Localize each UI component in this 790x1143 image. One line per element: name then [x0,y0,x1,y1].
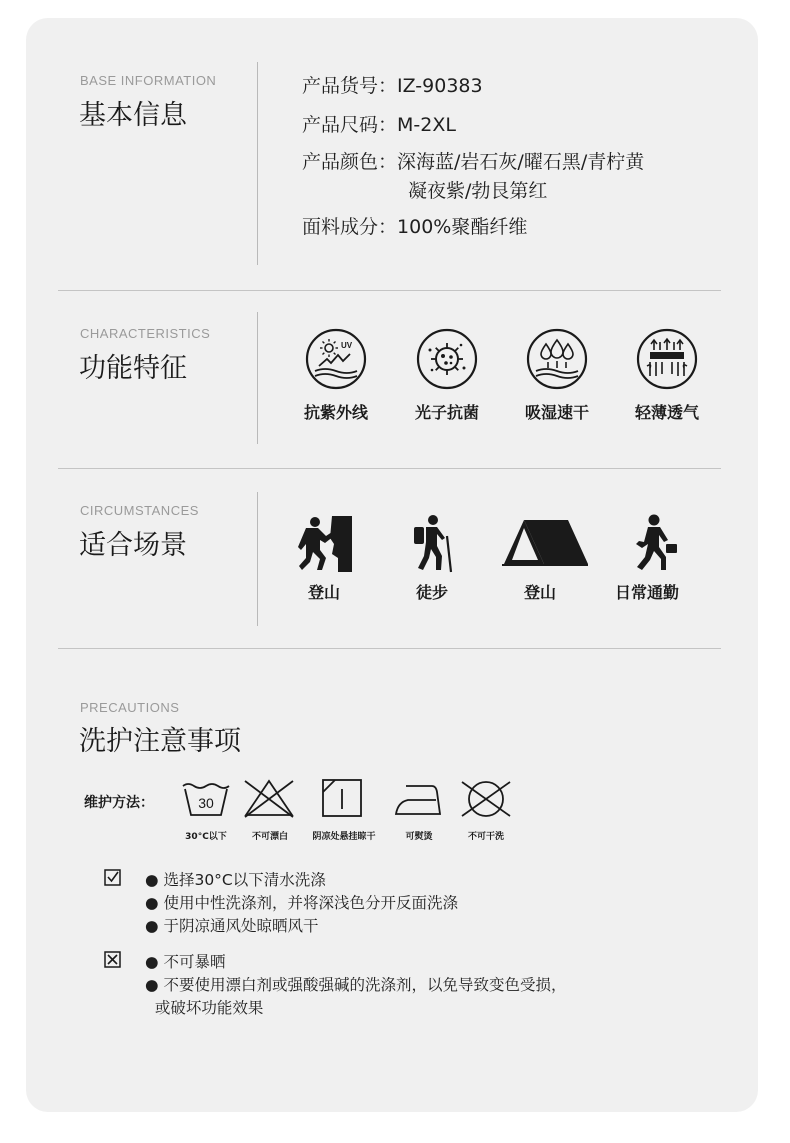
scene-label: 徒步 [415,583,448,602]
care-method-label: 维护方法： [84,795,154,811]
antibacterial-icon [416,328,478,390]
feature-label: 吸湿速干 [524,403,589,422]
circumstances-title: 适合场景 [79,530,187,561]
spec-row-color [302,147,644,174]
care-label: 不可漂白 [251,832,288,842]
spec-key: 产品尺码： [302,114,398,136]
hiking-icon [411,514,455,572]
spec-key: 产品颜色： [302,151,398,173]
divider-horizontal [58,468,721,469]
feature-label: 光子抗菌 [414,403,479,422]
spec-value-color-line2: 凝夜紫/勃艮第红 [408,180,548,202]
characteristics-en-title: CHARACTERISTICS [80,326,211,341]
camping-tent-icon [502,518,588,566]
spec-value: 深海蓝/岩石灰/曜石黑/青柠黄 [397,151,645,173]
uv-protection-icon [305,328,367,390]
care-do-item: ● 选择30°C以下清水洗涤 [145,871,326,889]
circumstances-en-title: CIRCUMSTANCES [80,503,199,518]
no-bleach-icon [242,778,296,818]
spec-value: IZ-90383 [397,75,483,97]
care-label: 可熨烫 [405,832,433,842]
care-dont-item: 或破坏功能效果 [145,999,264,1017]
spec-value: M-2XL [397,114,456,136]
spec-row-size [302,110,456,137]
no-dry-clean-icon [458,779,514,819]
feature-label: 轻薄透气 [634,403,699,422]
spec-value: 100%聚酯纤维 [397,216,528,238]
divider-vertical [257,62,258,265]
wash-temp-text: 30 [198,795,214,811]
scene-label: 日常通勤 [614,583,679,602]
commuting-icon [630,514,678,572]
wash-30-icon [182,781,230,817]
quick-dry-icon [526,328,588,390]
care-do-item: ● 于阴凉通风处晾晒风干 [145,917,319,935]
divider-horizontal [58,290,721,291]
care-label: 30°C以下 [185,832,227,842]
checkbox-checked-icon [104,869,121,886]
care-label: 阴凉处悬挂晾干 [312,832,376,842]
care-dont-item: ● 不可暴晒 [145,953,226,971]
base-info-en-title: BASE INFORMATION [80,73,217,88]
scene-label: 登山 [307,583,340,602]
care-label: 不可干洗 [467,832,504,842]
breathable-icon [636,328,698,390]
spec-key: 面料成分： [302,216,398,238]
iron-icon [394,782,442,816]
divider-vertical [257,312,258,444]
base-info-title: 基本信息 [79,100,187,131]
checkbox-crossed-icon [104,951,121,968]
precautions-title: 洗护注意事项 [79,726,241,757]
care-do-item: ● 使用中性洗涤剂，并将深浅色分开反面洗涤 [145,894,458,912]
care-dont-item: ● 不要使用漂白剂或强酸强碱的洗涤剂，以免导致变色受损， [145,976,567,994]
characteristics-title: 功能特征 [79,353,187,384]
divider-horizontal [58,648,721,649]
feature-label: 抗紫外线 [303,403,368,422]
climbing-icon [298,514,352,572]
divider-vertical [257,492,258,626]
scene-label: 登山 [523,583,556,602]
line-dry-shade-icon [322,779,362,817]
uv-text: UV [341,341,353,350]
spec-row-sku [302,71,483,98]
spec-row-fabric [302,212,527,239]
spec-key: 产品货号： [302,75,398,97]
precautions-en-title: PRECAUTIONS [80,700,180,715]
